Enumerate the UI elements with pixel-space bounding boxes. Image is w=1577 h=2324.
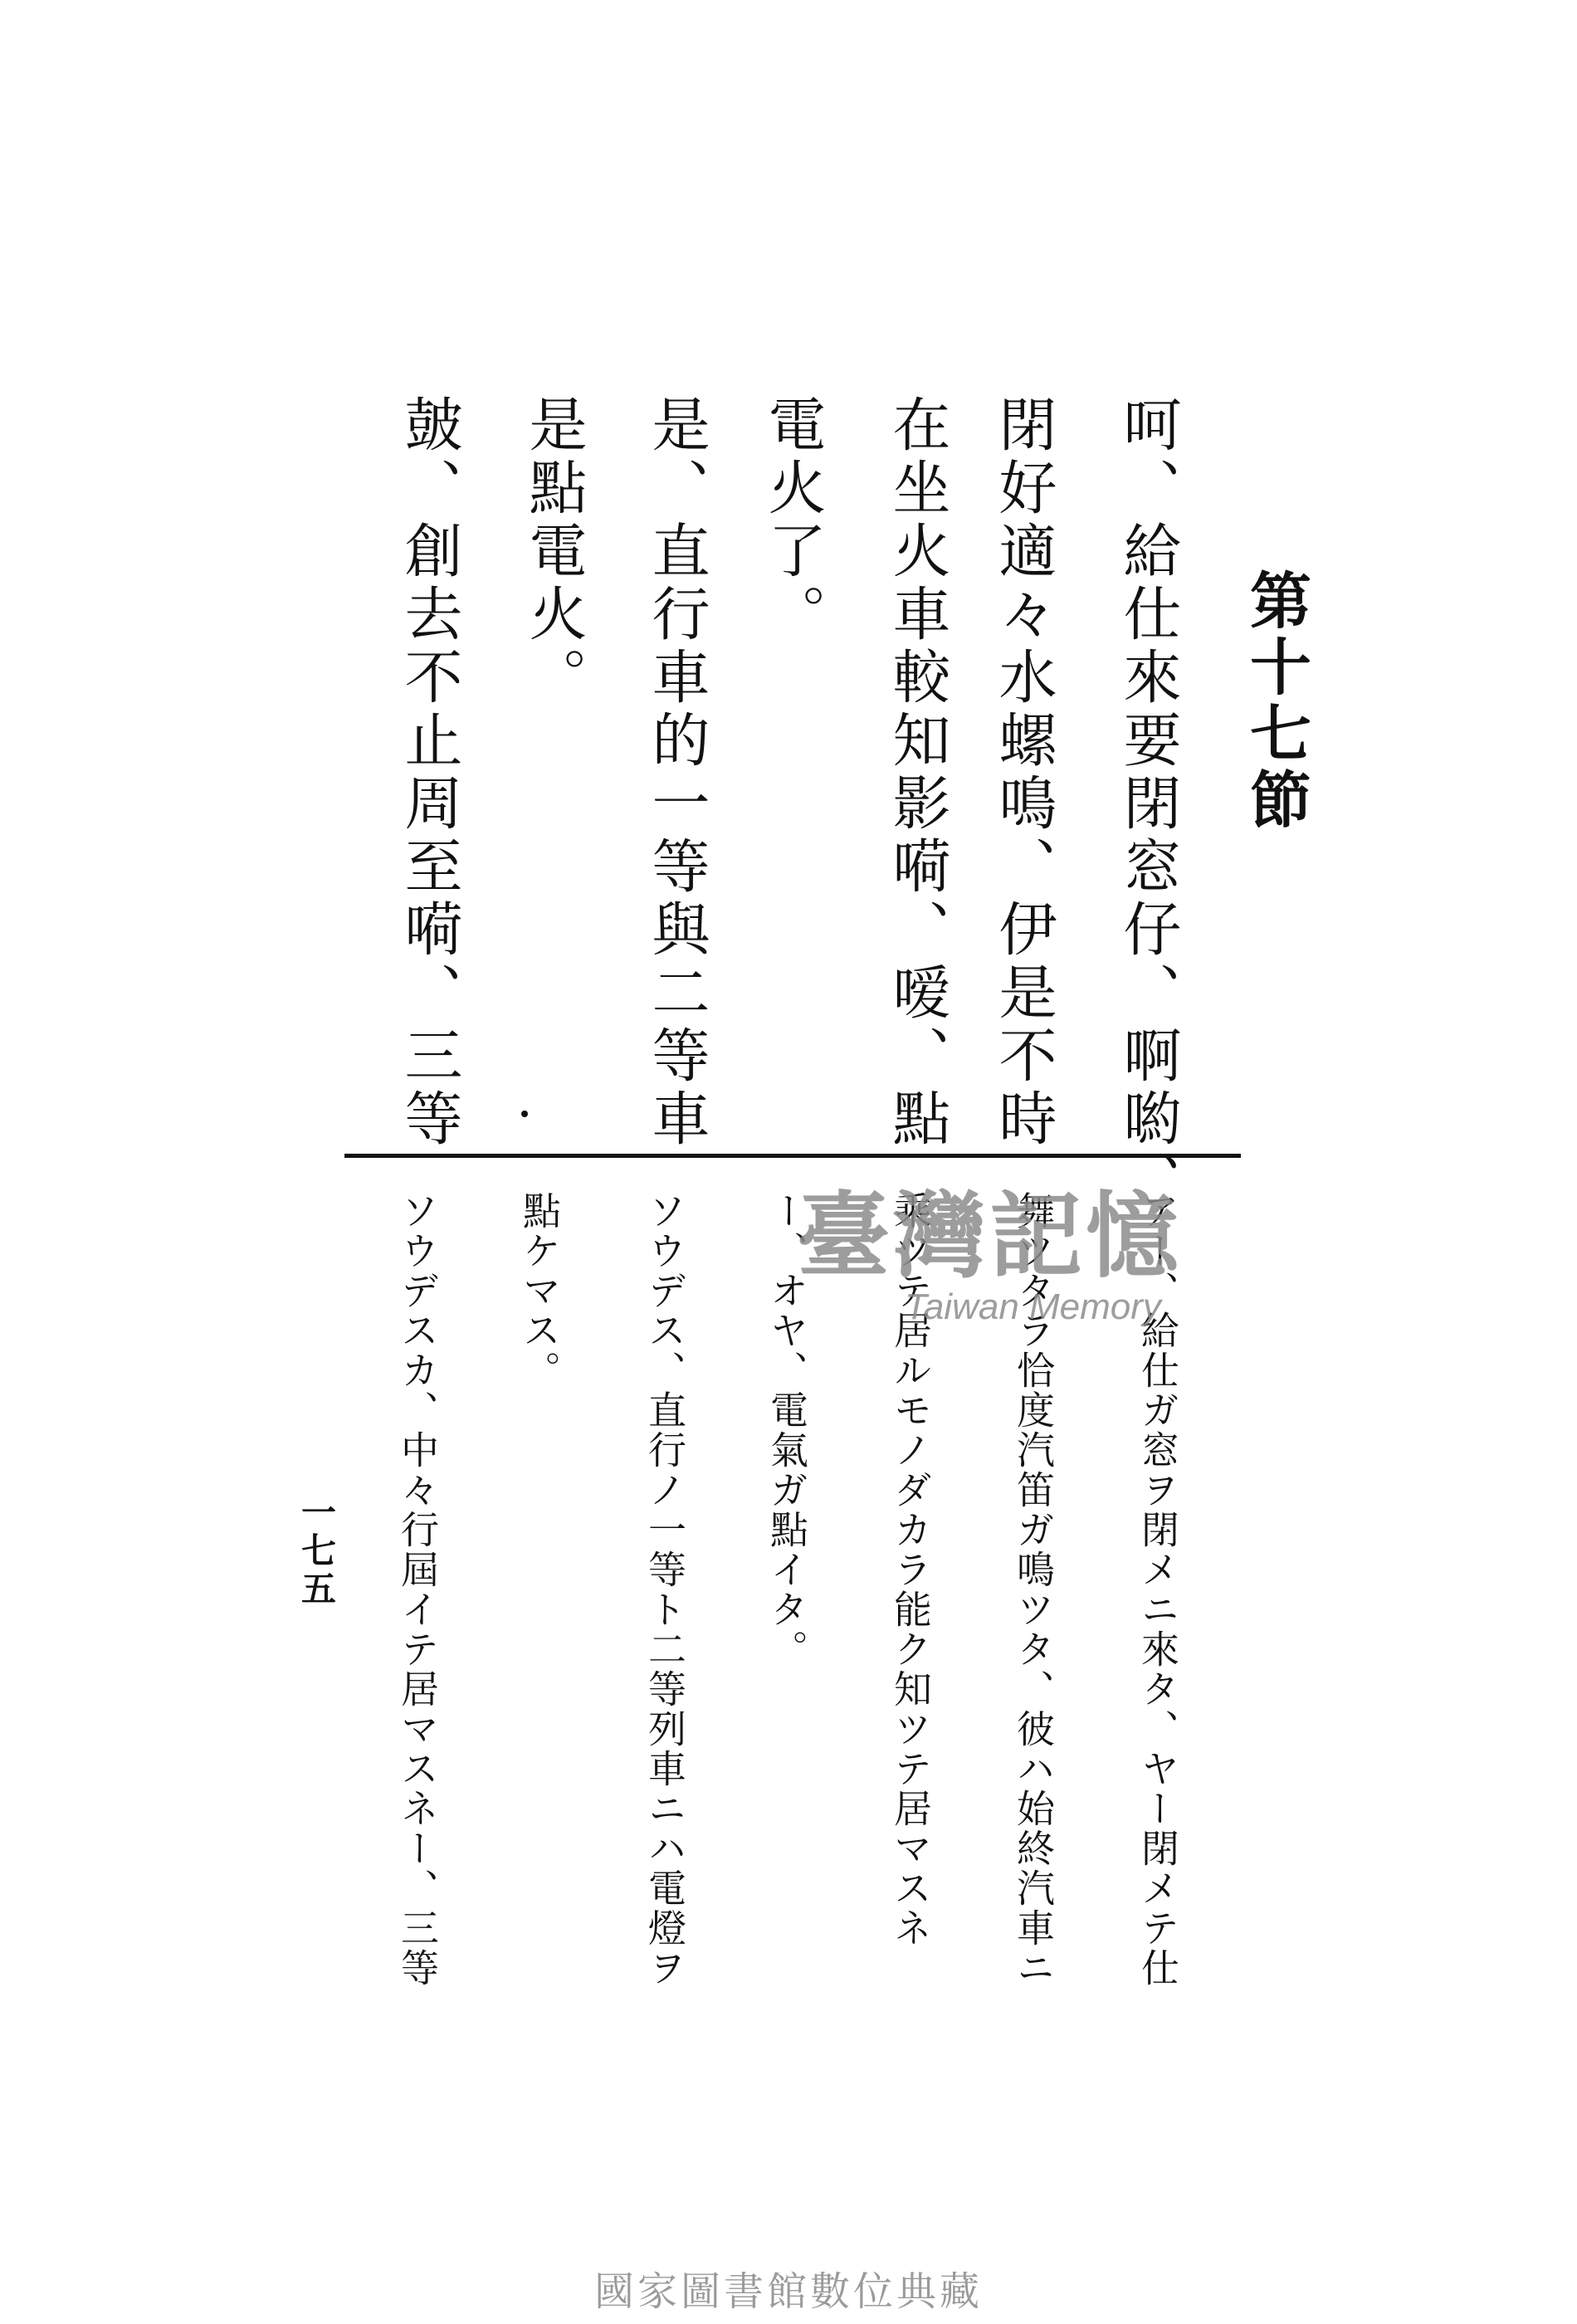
upper-text-column: 閉好適々水螺鳴、伊是不時 [989, 394, 1057, 1151]
lower-text-column: ソウデスカ、中々行屆イテ居マスネー、三等 [395, 1191, 440, 1988]
upper-text-column: 呵、給仕來要閉窓仔、啊喲、 [1114, 394, 1182, 1214]
lower-text-column: 乘ツテ居ルモノダカラ能ク知ツテ居マスネ [888, 1191, 933, 1948]
watermark-english-text: Taiwan Memory [905, 1286, 1161, 1327]
upper-text-column: 在坐火車較知影嗬、嗳、點 [883, 394, 951, 1151]
lower-text-column: アー、給仕ガ窓ヲ閉メニ來タ、ヤー閉メテ仕 [1135, 1191, 1180, 1988]
watermark-chinese-text: 臺灣記憶 [797, 1182, 1182, 1291]
page-number: 一七五 [296, 1494, 337, 1609]
column-end-dot [521, 1111, 528, 1117]
lower-text-column: 點ケマス。 [517, 1191, 562, 1390]
divider-rule [344, 1154, 1241, 1158]
lower-text-column: 舞ツタラ恰度汽笛ガ鳴ツタ、彼ハ始終汽車ニ [1011, 1191, 1056, 1988]
footer-credit: 國家圖書館數位典藏 [593, 2268, 983, 2315]
section-heading: 第十七節 [1240, 569, 1311, 834]
lower-text-column: ー、オヤ、電氣ガ點イタ。 [764, 1191, 809, 1669]
taiwan-memory-watermark [797, 1162, 1295, 1353]
upper-text-column: 皷、創去不止周至嗬、三等 [395, 394, 463, 1151]
upper-text-column: 電火了。 [759, 394, 827, 647]
upper-text-column: 是點電火。 [520, 394, 588, 710]
upper-text-column: 是、直行車的一等與二等車 [642, 394, 710, 1151]
lower-text-column: ソウデス、直行ノ一等ト二等列車ニハ電燈ヲ [642, 1191, 687, 1988]
